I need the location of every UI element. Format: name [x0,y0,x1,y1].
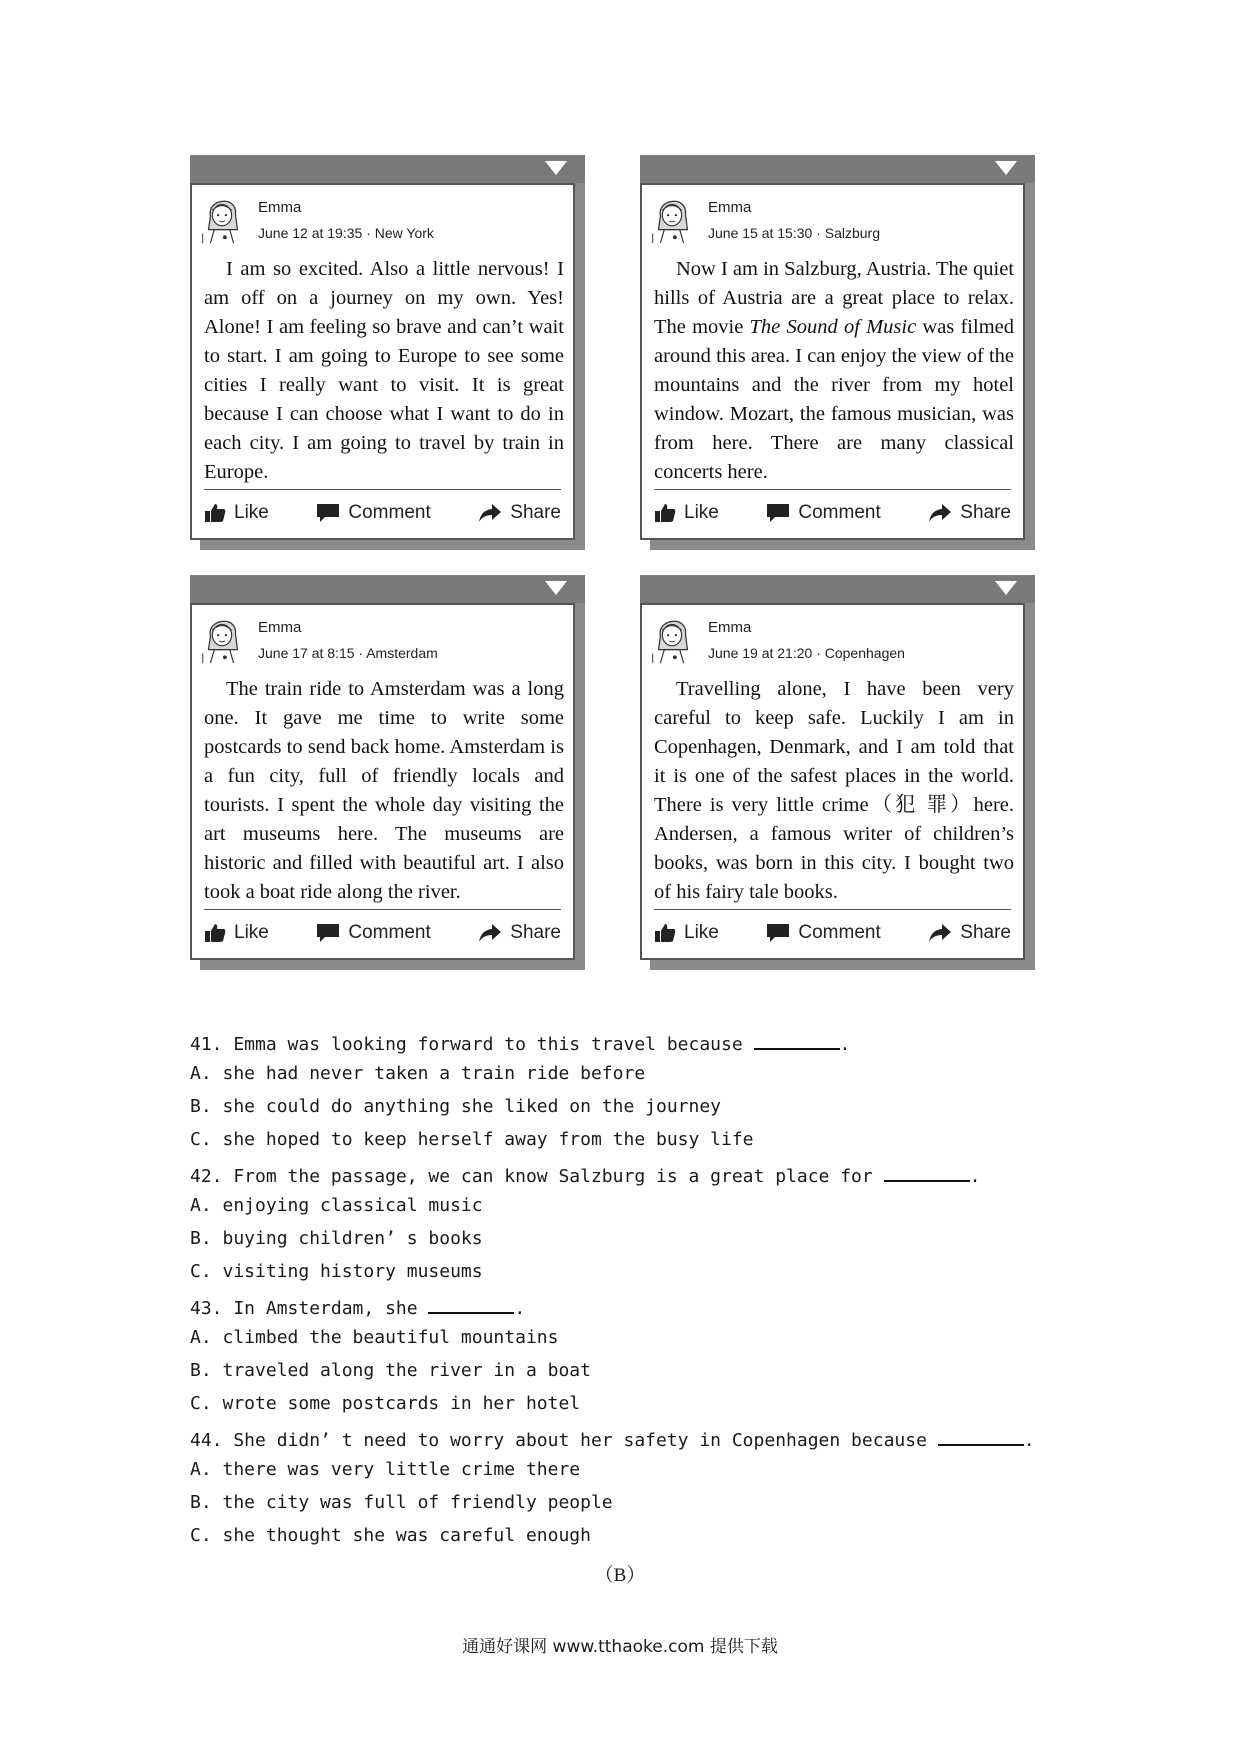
share-button[interactable] [478,922,561,944]
question-text: 41. Emma was looking forward to this travel because [190,1034,754,1055]
dropdown-icon[interactable] [545,581,567,595]
option: A. enjoying classical music [190,1195,483,1216]
post-text [654,255,1014,487]
divider [204,909,561,910]
card-header-bar [640,575,1035,603]
question-text: 42. From the passage, we can know Salzburg is a great place for [190,1166,884,1187]
divider [654,489,1011,490]
answer-blank [884,1162,970,1182]
question-text: 44. She didn’ t need to worry about her safety in Copenhagen because [190,1430,938,1451]
share-icon [478,503,502,523]
comment-button[interactable] [316,922,430,944]
question-text: 43. In Amsterdam, she [190,1298,429,1319]
card-body [640,603,1025,960]
like-label: Like [234,922,269,943]
avatar [200,191,244,245]
post-meta: June 12 at 19:35 · New York [258,225,434,241]
answer-blank [428,1294,514,1314]
action-bar [654,918,1011,948]
post-text-part: was filmed around this area. I can enjoy the view of the mountains and the river from my hotel window. Mozart, the famous musician, was from here. There are many classical concerts here. [654,316,1014,483]
comment-icon [766,923,790,943]
comment-button[interactable] [766,922,880,944]
comment-icon [766,503,790,523]
comment-icon [316,503,340,523]
option: C. wrote some postcards in her hotel [190,1393,581,1414]
question-stem: 41. Emma was looking forward to this travel because . [190,1030,850,1055]
option: C. she hoped to keep herself away from the busy life [190,1129,754,1150]
like-button[interactable] [204,922,269,944]
share-button[interactable] [478,502,561,524]
comment-button[interactable] [766,502,880,524]
post-text: Travelling alone, I have been very careful to keep safe. Luckily I am in Copenhagen, Denmark, and I am told that it is one of the safest places in the world. There is very little crime（犯 罪）here. Andersen, a famous writer of children’s books, was born in this city. I bought two of his fairy tale books. [654,678,1014,903]
option: A. climbed the beautiful mountains [190,1327,559,1348]
share-icon [928,503,952,523]
post-card [640,575,1035,970]
question-stem: 44. She didn’ t need to worry about her safety in Copenhagen because . [190,1426,1035,1451]
post-text: The train ride to Amsterdam was a long one. It gave me time to write some postcards to send back home. Amsterdam is a fun city, full of friendly locals and tourists. I spent the whole day visiting the art museums here. The museums are historic and filled with beautiful art. I also took a boat ride along the river. [204,678,564,903]
post-card [190,155,585,550]
thumbs-up-icon [654,923,676,943]
dropdown-icon[interactable] [995,581,1017,595]
option: A. there was very little crime there [190,1459,581,1480]
thumbs-up-icon [654,503,676,523]
dropdown-icon[interactable] [995,161,1017,175]
card-header-bar [190,575,585,603]
option: B. the city was full of friendly people [190,1492,613,1513]
card-body [190,183,575,540]
section-label: （B） [594,1565,646,1586]
share-button[interactable] [928,922,1011,944]
like-label: Like [234,502,269,523]
action-bar [204,498,561,528]
comment-icon [316,923,340,943]
post-text: I am so excited. Also a little nervous! I am off on a journey on my own. Yes! Alone! I am feeling so brave and can’t wait to start. I am going to Europe to see some cities I really want to visit. It is great because I can choose what I want to do in each city. I am going to travel by train in Europe. [204,258,564,483]
comment-label: Comment [348,922,431,943]
post-meta: June 19 at 21:20 · Copenhagen [708,645,905,661]
option: B. she could do anything she liked on the journey [190,1096,722,1117]
like-button[interactable] [654,922,719,944]
post-card [190,575,585,970]
avatar [650,611,694,665]
post-meta: June 17 at 8:15 · Amsterdam [258,645,438,661]
author-name[interactable]: Emma [258,619,302,636]
movie-title: The Sound of Music [749,316,917,338]
question-stem: 42. From the passage, we can know Salzburg is a great place for . [190,1162,980,1187]
avatar [650,191,694,245]
card-body [640,183,1025,540]
share-label: Share [960,922,1011,943]
thumbs-up-icon [204,923,226,943]
post-meta: June 15 at 15:30 · Salzburg [708,225,881,241]
author-name[interactable]: Emma [258,199,302,216]
share-icon [928,923,952,943]
like-label: Like [684,922,719,943]
option: B. traveled along the river in a boat [190,1360,591,1381]
author-name[interactable]: Emma [708,199,752,216]
option: A. she had never taken a train ride before [190,1063,646,1084]
answer-blank [754,1030,840,1050]
thumbs-up-icon [204,503,226,523]
divider [204,489,561,490]
comment-button[interactable] [316,502,430,524]
share-label: Share [510,502,561,523]
avatar [200,611,244,665]
author-name[interactable]: Emma [708,619,752,636]
post-text-part: Now I am in Salzburg, Austria. The quiet hills of Austria are a great place to relax. The movie [654,258,1015,338]
option: B. buying children’ s books [190,1228,483,1249]
option: C. visiting history museums [190,1261,483,1282]
like-button[interactable] [654,502,719,524]
share-icon [478,923,502,943]
card-header-bar [190,155,585,183]
post-card [640,155,1035,550]
dropdown-icon[interactable] [545,161,567,175]
action-bar [204,918,561,948]
option: C. she thought she was careful enough [190,1525,591,1546]
like-button[interactable] [204,502,269,524]
divider [654,909,1011,910]
answer-blank [938,1426,1024,1446]
comment-label: Comment [798,502,881,523]
like-label: Like [684,502,719,523]
card-body [190,603,575,960]
comment-label: Comment [798,922,881,943]
footer-text: 通通好课网 www.tthaoke.com 提供下载 [462,1637,778,1657]
share-label: Share [510,922,561,943]
share-label: Share [960,502,1011,523]
card-header-bar [640,155,1035,183]
share-button[interactable] [928,502,1011,524]
action-bar [654,498,1011,528]
question-stem: 43. In Amsterdam, she . [190,1294,525,1319]
comment-label: Comment [348,502,431,523]
